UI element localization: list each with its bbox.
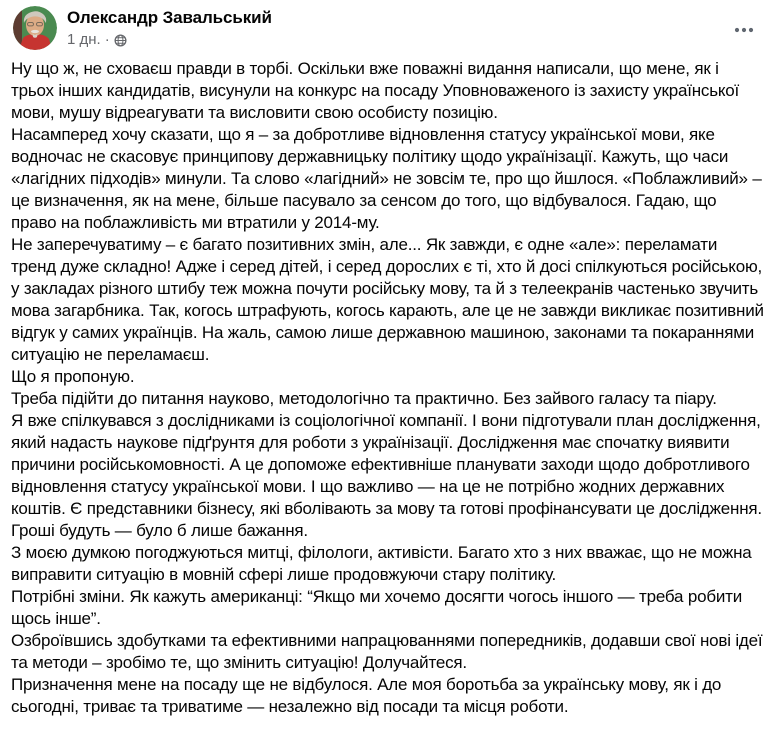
author-name[interactable]: Олександр Завальський xyxy=(67,8,272,27)
more-options-icon xyxy=(734,27,754,33)
post-paragraph: З моєю думкою погоджуються митці, філологи, активісти. Багато хто з них вважає, що не можна виправити ситуацію в мовній сфері лише продовжуючи стару політику. xyxy=(11,543,757,584)
avatar[interactable] xyxy=(13,6,57,50)
post-paragraph: Ну що ж, не сховаєш правди в торбі. Оскільки вже поважні видання написали, що мене, як і трьох інших кандидатів, висунули на конкурс на посаду Уповноваженого із захисту української мови, мушу відреагувати та висловити свою особисту позицію. xyxy=(11,59,744,122)
post-paragraph: Не заперечуватиму – є багато позитивних змін, але... Як завжди, є одне «але»: переламати тренд дуже складно! Адже і серед дітей, і серед дорослих є ті, хто й досі спілкуються російською, у закладах різного штибу теж можна почути російську мову, та й з телеекранів частенько звучить мова загарбника. Так, когось штрафують, когось карають, але це не завжди викликає позитивний відгук у самих українців. На жаль, самою лише державною машиною, законами та покараннями ситуацію не переламаєш. xyxy=(11,235,769,364)
post-header xyxy=(0,0,772,50)
globe-icon xyxy=(114,34,127,47)
post-paragraph: Насамперед хочу сказати, що я – за добротливе відновлення статусу української мови, яке водночас не скасовує принципову державницьку політику щодо українізації. Кажуть, що часи «лагідних підходів» минули. Та слово «лагідний» не зовсім те, про що йшлося. «Поблажливий» – це визначення, як на мене, більше пасувало за сенсом до того, що відбувалося. Гадаю, що право на поблажливість ми втратили у 2014-му. xyxy=(11,125,767,232)
post-paragraph: Треба підійти до питання науково, методологічно та практично. Без зайвого галасу та піару. xyxy=(11,389,717,408)
post-body xyxy=(0,50,772,718)
post-paragraph: Озброївшись здобутками та ефективними напрацюваннями попередників, додавши свої нові ідеї та методи – зробімо те, що змінить ситуацію! Долучайтеся. xyxy=(11,631,767,672)
post-meta-line xyxy=(67,31,272,49)
post-paragraph: Я вже спілкувався з дослідниками із соціологічної компанії. І вони підготували план дослідження, який надасть наукове підґрунтя для роботи з українізації. Дослідження має спочатку виявити причини російськомовності. А це допоможе ефективніше планувати заходи щодо добротливого відновлення статусу української мови. І що важливо — на це не потрібно жодних державних коштів. Є представники бізнесу, які вболівають за мову та готові профінансувати це дослідження. xyxy=(11,411,766,518)
post-paragraph: Призначення мене на посаду ще не відбулося. Але моя боротьба за українську мову, як і до сьогодні, триває та триватиме — незалежно від посади та місця роботи. xyxy=(11,675,726,716)
avatar-image xyxy=(13,6,57,50)
more-options-button[interactable] xyxy=(728,18,760,42)
post-paragraph: Що я пропоную. xyxy=(11,367,135,386)
post-paragraph: Гроші будуть — було б лише бажання. xyxy=(11,521,308,540)
timestamp[interactable]: 1 дн. xyxy=(67,31,101,48)
header-meta xyxy=(67,6,272,49)
meta-separator: · xyxy=(104,31,110,48)
post-paragraph: Потрібні зміни. Як кажуть американці: “Якщо ми хочемо досягти чогось іншого — треба робити щось інше”. xyxy=(11,587,747,628)
